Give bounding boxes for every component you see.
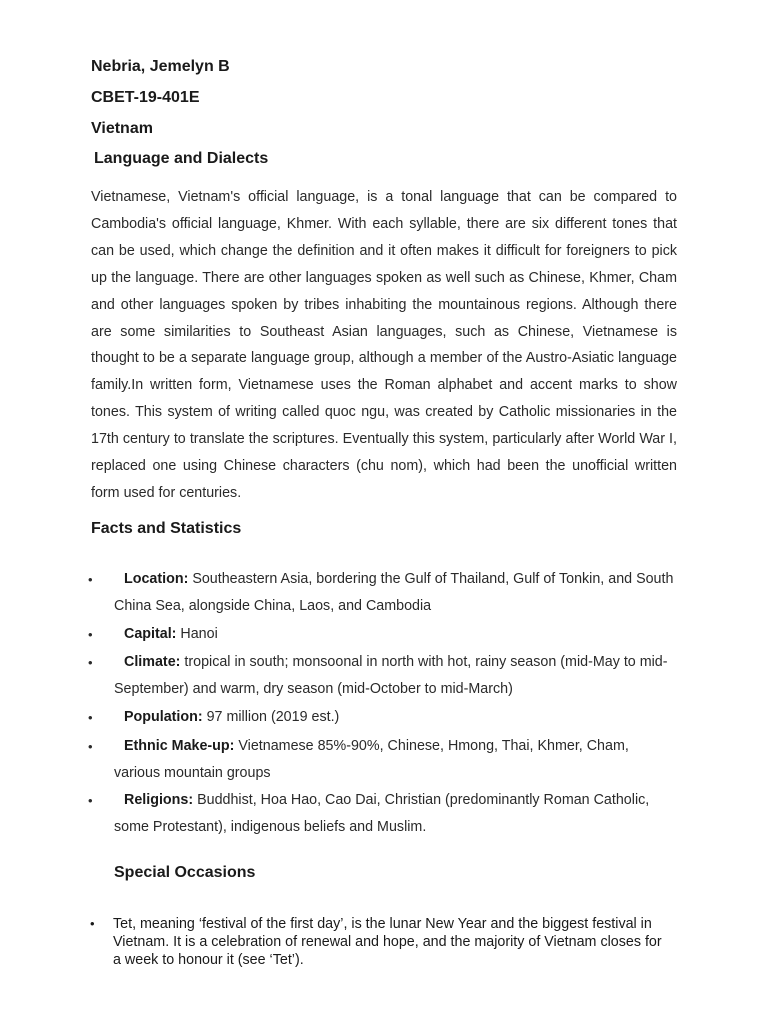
bullet-icon: • — [88, 710, 93, 725]
language-paragraph: Vietnamese, Vietnam's official language, is a tonal language that can be compared to Cambodia's official language, Khmer. With each syllable, there are six different tones that can be used, which change the definition and it often makes it difficult for foreigners to pick up the language. There are other languages spoken as well such as Chinese, Khmer, Cham and other languages spoken by tribes inhabiting the mountainous regions. Although there are some similarities to Southeast Asian languages, such as Chinese, Vietnamese is thought to be a separate language group, although a member of the Austro-Asiatic language family.In written form, Vietnamese uses the Roman alphabet and accent marks to show tones. This system of writing called quoc ngu, was created by Catholic missionaries in the 17th century to translate the scriptures. Eventually this system, particularly after World War I, replaced one using Chinese characters (chu nom), which had been the unofficial written form used for centuries. — [91, 189, 677, 501]
fact-label: Ethnic Make-up: — [124, 738, 235, 754]
facts-heading: Facts and Statistics — [91, 520, 242, 537]
fact-value: Buddhist, Hoa Hao, Cao Dai, Christian (predominantly Roman Catholic, some Protestant), indigenous beliefs and Muslim. — [114, 792, 650, 835]
bullet-icon: • — [88, 655, 93, 670]
fact-value: Southeastern Asia, bordering the Gulf of Thailand, Gulf of Tonkin, and South China Sea, alongside China, Laos, and Cambodia — [114, 571, 674, 614]
bullet-icon: • — [88, 793, 93, 808]
occasion-tet — [0, 915, 768, 969]
occasions-heading: Special Occasions — [114, 864, 256, 881]
fact-value: Vietnamese 85%-90%, Chinese, Hmong, Thai, Khmer, Cham, various mountain groups — [114, 738, 629, 781]
fact-label: Population: — [124, 709, 203, 725]
occasion-text: Tet, meaning ‘festival of the first day’, is the lunar New Year and the biggest festival in Vietnam. It is a celebration of renewal and hope, and the majority of Vietnam closes for a week to honour it (see ‘Tet’). — [113, 916, 662, 968]
language-heading: Language and Dialects — [94, 150, 269, 167]
course-code: CBET-19-401E — [91, 89, 200, 106]
fact-value: Hanoi — [176, 626, 218, 642]
fact-label: Location: — [124, 571, 189, 587]
fact-value: 97 million (2019 est.) — [202, 709, 340, 725]
bullet-icon: • — [90, 916, 95, 931]
fact-label: Climate: — [124, 654, 181, 670]
bullet-icon: • — [88, 572, 93, 587]
bullet-icon: • — [88, 627, 93, 642]
bullet-icon: • — [88, 739, 93, 754]
fact-label: Religions: — [124, 792, 194, 808]
fact-value: tropical in south; monsoonal in north with hot, rainy season (mid-May to mid-September) and warm, dry season (mid-October to mid-March) — [114, 654, 668, 697]
occasions-list — [0, 915, 768, 969]
author-name: Nebria, Jemelyn B — [91, 58, 230, 75]
fact-label: Capital: — [124, 626, 177, 642]
country-title: Vietnam — [91, 120, 153, 137]
